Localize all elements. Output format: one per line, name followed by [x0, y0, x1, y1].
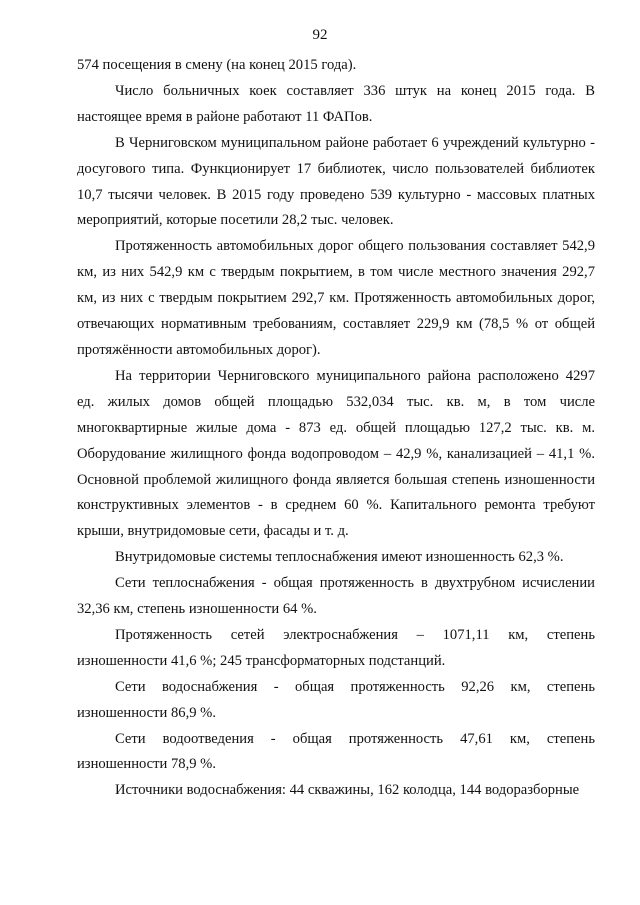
- paragraph-electricity: Протяженность сетей электроснабжения – 1071,11 км, степень изношенности 41,6 %; 245 трансформаторных подстанций.: [77, 626, 595, 669]
- paragraph-housing: На территории Черниговского муниципального района расположено 4297 ед. жилых домов общей площадью 532,034 тыс. кв. м, в том числе многоквартирные жилые дома - 873 ед. общей площадью 127,2 тыс. кв. м. Оборудование жилищного фонда водопроводом – 42,9 %, канализацией – 41,1 %. Основной проблемой жилищного фонда является большая степень изношенности конструктивных элементов - в среднем 60 %. Капитального ремонта требуют крыши, внутридомовые сети, фасады и т. д.: [77, 367, 595, 540]
- paragraph-culture: В Черниговском муниципальном районе работает 6 учреждений культурно - досугового типа. Функционирует 17 библиотек, число пользователей библиотек 10,7 тысячи человек. В 2015 году проведено 539 культурно - массовых платных мероприятий, которые посетили 28,2 тыс. человек.: [77, 134, 595, 229]
- page-number: 92: [312, 27, 328, 43]
- paragraph-heating-internal: Внутридомовые системы теплоснабжения имеют изношенность 62,3 %.: [115, 549, 564, 566]
- paragraph-heating-networks: Сети теплоснабжения - общая протяженность в двухтрубном исчислении 32,36 км, степень изношенности 64 %.: [77, 575, 595, 618]
- paragraph-water-supply: Сети водоснабжения - общая протяженность 92,26 км, степень изношенности 86,9 %.: [77, 678, 595, 721]
- paragraph-sewerage: Сети водоотведения - общая протяженность 47,61 км, степень изношенности 78,9 %.: [77, 730, 595, 773]
- paragraph-roads: Протяженность автомобильных дорог общего пользования составляет 542,9 км, из них 542,9 км с твердым покрытием, в том числе местного значения 292,7 км, из них с твердым покрытием 292,7 км. Протяженность автомобильных дорог, отвечающих нормативным требованиям, составляет 229,9 км (78,5 % от общей протяжённости автомобильных дорог).: [77, 238, 595, 358]
- paragraph-continuation: 574 посещения в смену (на конец 2015 года).: [77, 57, 357, 73]
- paragraph-water-sources: Источники водоснабжения: 44 скважины, 162 колодца, 144 водоразборные: [115, 782, 580, 799]
- paragraph-hospital-beds: Число больничных коек составляет 336 штук на конец 2015 года. В настоящее время в районе работают 11 ФАПов.: [77, 82, 595, 125]
- body-text: [77, 53, 595, 804]
